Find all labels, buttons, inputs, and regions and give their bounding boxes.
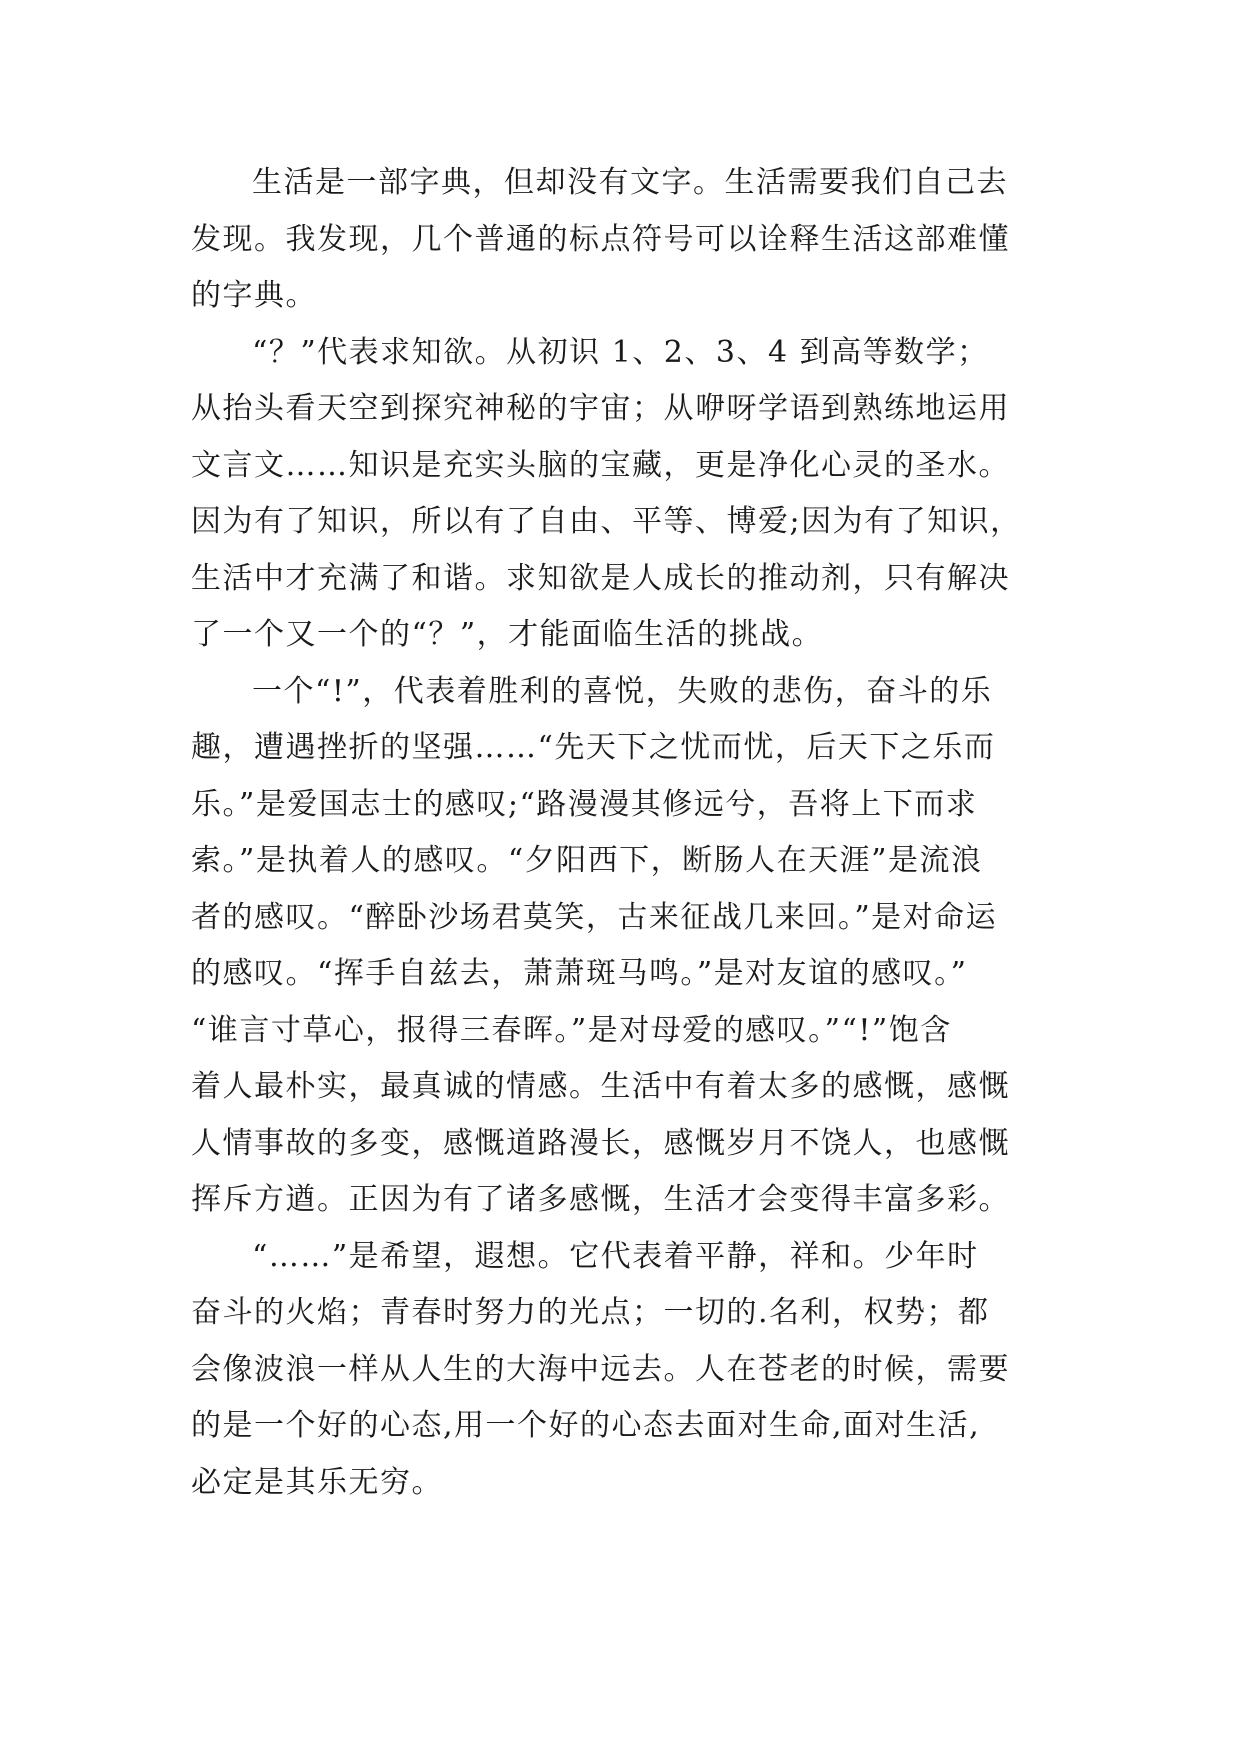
text-line: 人情事故的多变，感慨道路漫长，感慨岁月不饶人，也感慨 [191,1125,1010,1161]
text-line: 生活是一部字典，但却没有文字。生活需要我们自己去 [252,165,1008,200]
text-line: 发现。我发现，几个普通的标点符号可以诠释生活这部难懂 [191,221,1010,257]
text-line: 乐。”是爱国志士的感叹;“路漫漫其修远兮，吾将上下而求 [191,786,978,822]
text-line: 的字典。 [191,278,317,313]
text-line: 生活中才充满了和谐。求知欲是人成长的推动剂，只有解决 [191,560,1010,596]
paragraph-question-mark [191,325,1051,664]
text-line: “谁言寸草心，报得三春晖。”是对母爱的感叹。”“!”饱含 [191,1012,952,1048]
text-line: 因为有了知识，所以有了自由、平等、博爱;因为有了知识， [191,504,1022,539]
text-line: 奋斗的火焰；青春时努力的光点；一切的.名利，权势；都 [191,1295,990,1330]
text-line: 索。”是执着人的感叹。“夕阳西下，断肠人在天涯”是流浪 [191,843,983,878]
text-line: 者的感叹。“醉卧沙场君莫笑，古来征战几来回。”是对命运 [191,899,998,935]
paragraph-dictionary [191,155,1051,325]
text-line: 一个“!”，代表着胜利的喜悦，失败的悲伤，奋斗的乐 [252,673,993,709]
essay-body [191,155,1051,1511]
text-line: 必定是其乐无穷。 [191,1464,443,1500]
text-line: “……”是希望，遐想。它代表着平静，祥和。少年时 [252,1238,979,1274]
text-line: 趣，遭遇挫折的坚强……“先天下之忧而忧，后天下之乐而 [191,730,996,765]
text-line: 了一个又一个的“？”，才能面临生活的挑战。 [191,617,824,652]
text-line: 文言文……知识是充实头脑的宝藏，更是净化心灵的圣水。 [191,447,1010,483]
text-line: 从抬头看天空到探究神秘的宇宙；从咿呀学语到熟练地运用 [191,391,1010,426]
text-line: “？”代表求知欲。从初识 1、2、3、4 到高等数学； [252,334,989,370]
text-line: 的是一个好的心态,用一个好的心态去面对生命,面对生活, [191,1408,981,1443]
text-line: 的感叹。“挥手自兹去，萧萧斑马鸣。”是对友谊的感叹。” [191,956,968,991]
text-line: 挥斥方遒。正因为有了诸多感慨，生活才会变得丰富多彩。 [191,1182,1010,1217]
text-line: 着人最朴实，最真诚的情感。生活中有着太多的感慨，感慨 [191,1069,1010,1104]
paragraph-exclamation-mark [191,664,1051,1229]
text-line: 会像波浪一样从人生的大海中远去。人在苍老的时候，需要 [191,1351,1010,1387]
paragraph-ellipsis [191,1229,1051,1512]
